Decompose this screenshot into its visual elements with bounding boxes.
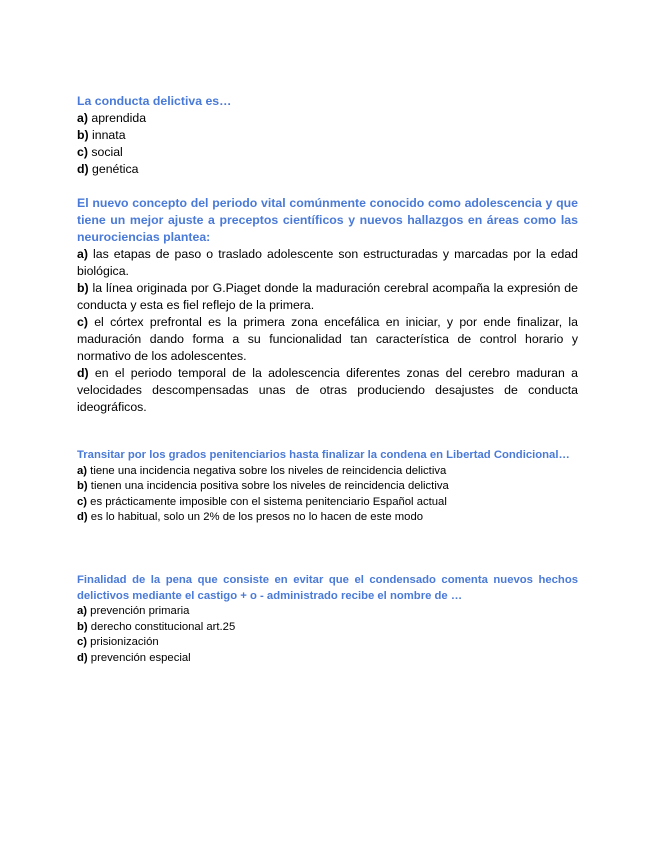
option-a (77, 604, 578, 620)
option-text: social (87, 145, 123, 159)
question-title: El nuevo concepto del periodo vital comúnmente conocido como adolescencia y que tiene un mejor ajuste a preceptos científicos y nuevos hallazgos en áreas como las neurociencias plantea: (77, 196, 578, 244)
option-d (77, 365, 578, 416)
option-d (77, 161, 578, 178)
option-letter: b) (77, 281, 89, 295)
option-b (77, 280, 578, 314)
option-letter: a) (77, 605, 88, 618)
option-text: tienen una incidencia positiva sobre los niveles de reincidencia delictiva (87, 480, 449, 493)
option-text: genética (88, 162, 139, 176)
option-text: prevención especial (87, 651, 191, 664)
option-letter: a) (77, 111, 88, 125)
option-c (77, 144, 578, 161)
option-letter: b) (77, 620, 88, 633)
question-block-2 (77, 195, 578, 416)
option-letter: d) (77, 162, 89, 176)
question-block-3 (77, 448, 578, 526)
option-text: las etapas de paso o traslado adolescente son estructuradas y marcadas por la edad biológica. (77, 247, 578, 278)
option-letter: a) (77, 464, 88, 477)
option-text: prisionización (87, 636, 159, 649)
option-d (77, 651, 578, 667)
option-letter: c) (77, 315, 88, 329)
option-letter: c) (77, 495, 88, 508)
option-letter: d) (77, 651, 88, 664)
option-letter: d) (77, 366, 89, 380)
option-a (77, 464, 578, 480)
option-b (77, 620, 578, 636)
option-text: aprendida (87, 111, 147, 125)
option-letter: b) (77, 480, 88, 493)
option-c (77, 635, 578, 651)
option-a (77, 110, 578, 127)
question-title: La conducta delictiva es… (77, 94, 232, 108)
question-title: Finalidad de la pena que consiste en evitar que el condensado comenta nuevos hechos delictivos mediante el castigo + o - administrado recibe el nombre de … (77, 574, 578, 602)
option-b (77, 479, 578, 495)
option-a (77, 246, 578, 280)
option-text: derecho constitucional art.25 (87, 620, 236, 633)
option-letter: b) (77, 128, 89, 142)
option-text: la línea originada por G.Piaget donde la maduración cerebral acompaña la expresión de conducta y esta es fiel reflejo de la primera. (77, 281, 578, 312)
option-letter: d) (77, 511, 88, 524)
question-title: Transitar por los grados penitenciarios hasta finalizar la condena en Libertad Condicional… (77, 449, 570, 461)
question-block-1 (77, 93, 578, 178)
option-letter: a) (77, 247, 88, 261)
option-text: es prácticamente imposible con el sistema penitenciario Español actual (87, 495, 447, 508)
option-text: innata (88, 128, 126, 142)
option-text: en el periodo temporal de la adolescencia diferentes zonas del cerebro maduran a velocidades descompensadas unas de otras produciendo desajustes de conducta ideográficos. (77, 366, 578, 414)
option-text: es lo habitual, solo un 2% de los presos no lo hacen de este modo (87, 511, 424, 524)
option-letter: c) (77, 145, 88, 159)
option-c (77, 495, 578, 511)
option-c (77, 314, 578, 365)
option-b (77, 127, 578, 144)
option-text: prevención primaria (87, 605, 190, 618)
question-block-4 (77, 573, 578, 667)
option-text: el córtex prefrontal es la primera zona encefálica en iniciar, y por ende finalizar, la maduración dando forma a su funcionalidad tan característica de control horario y normativo de los adolescentes. (77, 315, 578, 363)
option-d (77, 510, 578, 526)
option-text: tiene una incidencia negativa sobre los niveles de reincidencia delictiva (87, 464, 447, 477)
option-letter: c) (77, 636, 88, 649)
